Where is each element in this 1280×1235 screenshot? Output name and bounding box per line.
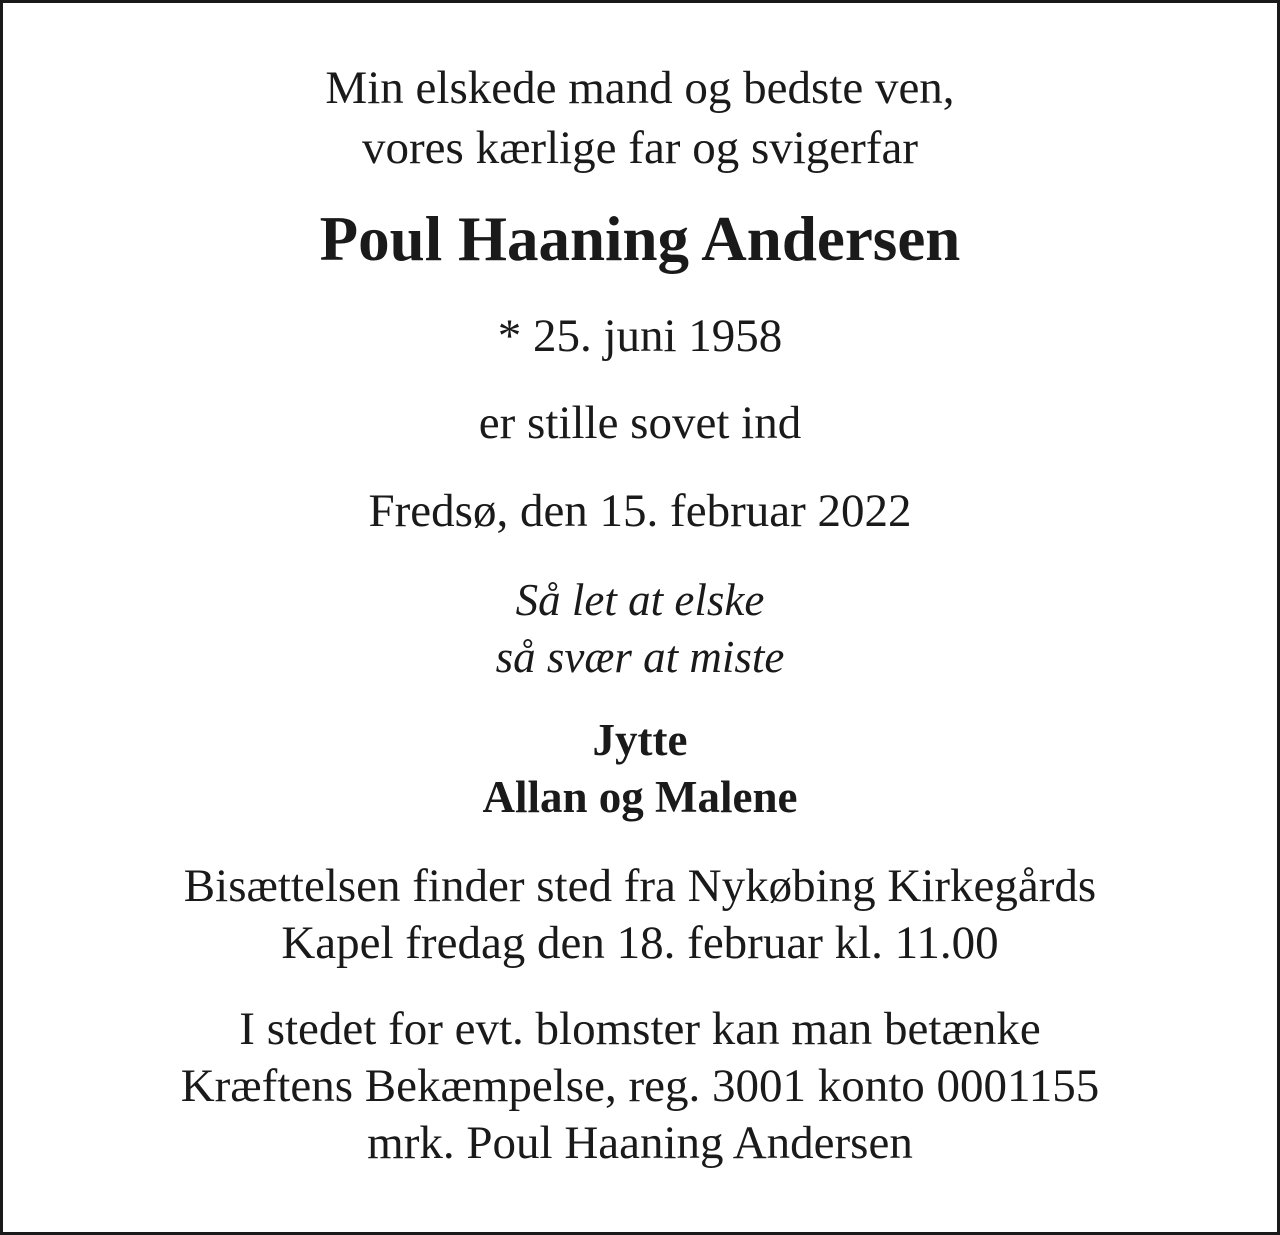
verse-line-1: Så let at elske: [515, 575, 765, 625]
intro-line-1: Min elskede mand og bedste ven,: [325, 62, 955, 114]
family-line-1: Jytte: [592, 715, 688, 765]
donation-line-1: I stedet for evt. blomster kan man betænke: [239, 1003, 1041, 1055]
funeral-line-2: Kapel fredag den 18. februar kl. 11.00: [281, 917, 999, 969]
verse-line-2: så svær at miste: [495, 632, 785, 682]
funeral-line-1: Bisættelsen finder sted fra Nykøbing Kirkegårds: [183, 860, 1097, 912]
birth-date: * 25. juni 1958: [497, 310, 783, 362]
family-line-2: Allan og Malene: [482, 772, 798, 822]
place-and-date: Fredsø, den 15. februar 2022: [368, 485, 912, 537]
deceased-name: Poul Haaning Andersen: [319, 204, 961, 274]
passed-away-text: er stille sovet ind: [478, 397, 802, 449]
donation-line-3: mrk. Poul Haaning Andersen: [367, 1117, 913, 1169]
donation-line-2: Kræftens Bekæmpelse, reg. 3001 konto 0001155: [180, 1060, 1100, 1112]
intro-line-2: vores kærlige far og svigerfar: [362, 122, 918, 174]
